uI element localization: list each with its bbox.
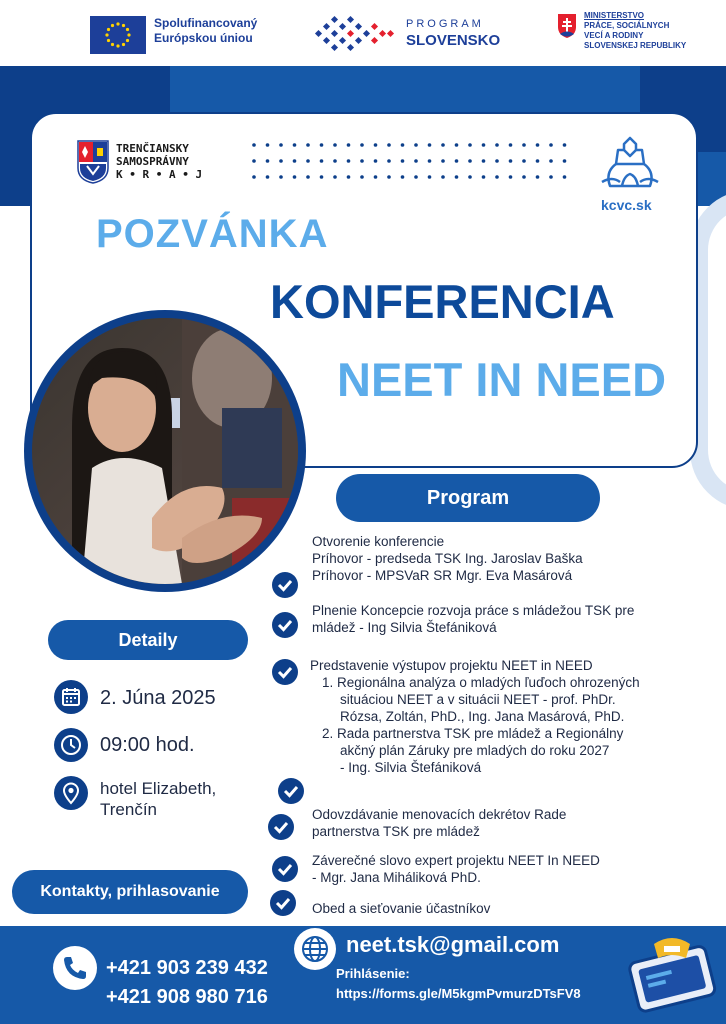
dot [360, 175, 364, 179]
program-item-1 [312, 533, 583, 584]
dot [482, 159, 486, 163]
dot [428, 175, 432, 179]
dot [468, 175, 472, 179]
kcvc-castle-icon [600, 136, 660, 194]
ministry-line-3: VECÍ A RODINY [584, 31, 644, 40]
program-label: PROGRAM [406, 18, 484, 30]
dot [266, 159, 270, 163]
dot [549, 175, 553, 179]
dot [387, 143, 391, 147]
program-item-2 [312, 602, 634, 636]
calendar-icon [54, 680, 88, 714]
dot [347, 175, 351, 179]
dot [387, 175, 391, 179]
dot [320, 159, 324, 163]
dot-grid-decoration [250, 140, 570, 184]
dot [495, 143, 499, 147]
check-icon [270, 890, 296, 916]
dot [468, 159, 472, 163]
details-header: Detaily [48, 620, 248, 660]
program-item-3-sub-2: - Ing. Silvia Štefániková [340, 760, 482, 775]
dot [360, 143, 364, 147]
eu-line-2: Európskou úniou [154, 31, 253, 45]
program-item-2-line: Plnenie Koncepcie rozvoja práce s mládežou TSK pre [312, 603, 635, 618]
invitation-title: POZVÁNKA [96, 212, 329, 256]
event-photo [24, 310, 306, 592]
dot [522, 143, 526, 147]
check-icon [278, 778, 304, 804]
program-item-3-sub-1: 1. Regionálna analýza o mladých ľuďoch ohrozených [322, 675, 640, 690]
program-item-1-line: Príhovor - predseda TSK Ing. Jaroslav Baška [312, 551, 583, 566]
dot [509, 175, 513, 179]
dot [563, 175, 567, 179]
registration-link[interactable]: https://forms.gle/M5kgmPvmurzDTsFV8 [336, 986, 581, 1001]
dot [333, 159, 337, 163]
dot [455, 175, 459, 179]
phone-numbers [106, 954, 268, 1012]
eu-flag-icon [90, 16, 146, 54]
dot [333, 175, 337, 179]
check-icon [272, 659, 298, 685]
tsk-crest-icon [77, 140, 109, 184]
tsk-line-1: TRENČIANSKY [116, 142, 189, 155]
photo-image [32, 318, 298, 584]
dot [441, 175, 445, 179]
program-item-3-sub-1: Rózsa, Zoltán, PhD., Ing. Jana Masárová, PhD. [340, 709, 625, 724]
dot [536, 159, 540, 163]
dot [279, 143, 283, 147]
check-icon [272, 612, 298, 638]
dot [252, 143, 256, 147]
phone-number-1[interactable]: +421 903 239 432 [106, 957, 268, 979]
conference-title: KONFERENCIA [270, 275, 615, 328]
program-item-3-sub-2: 2. Rada partnerstva TSK pre mládež a Regionálny [322, 726, 624, 741]
partner-logos-bar [0, 0, 726, 66]
dot [414, 159, 418, 163]
dot [441, 159, 445, 163]
dot [347, 143, 351, 147]
dot [563, 143, 567, 147]
dot [293, 159, 297, 163]
dot [333, 143, 337, 147]
check-icon [268, 814, 294, 840]
ministry-crest-icon [557, 13, 577, 39]
dot [320, 175, 324, 179]
dot [306, 159, 310, 163]
dot [414, 143, 418, 147]
dot [387, 159, 391, 163]
program-item-6: Obed a sieťovanie účastníkov [312, 901, 491, 916]
program-item-3-sub-2: akčný plán Záruky pre mladých do roku 2027 [340, 743, 610, 758]
program-item-5 [312, 852, 600, 886]
ministry-text [584, 11, 686, 51]
ministry-line-4: SLOVENSKEJ REPUBLIKY [584, 41, 687, 50]
check-icon [272, 572, 298, 598]
dot [455, 159, 459, 163]
program-slovensko-logo [312, 14, 396, 54]
dot [252, 175, 256, 179]
dot [266, 175, 270, 179]
contacts-header: Kontakty, prihlasovanie [12, 870, 248, 914]
eu-line-1: Spolufinancovaný [154, 16, 258, 30]
program-item-2-line: mládež - Ing Silvia Štefániková [312, 620, 497, 635]
program-item-3-title: Predstavenie výstupov projektu NEET in NEED [310, 658, 593, 673]
dot [401, 143, 405, 147]
program-header: Program [336, 474, 600, 522]
dot [360, 159, 364, 163]
program-item-5-line: Záverečné slovo expert projektu NEET In NEED [312, 853, 600, 868]
dot [455, 143, 459, 147]
kcvc-link: kcvc.sk [601, 197, 652, 213]
ministry-line-1: MINISTERSTVO [584, 11, 645, 20]
dot [347, 159, 351, 163]
event-date: 2. Júna 2025 [100, 687, 216, 709]
program-item-4-line: Odovzdávanie menovacích dekrétov Rade [312, 807, 567, 822]
dot [509, 143, 513, 147]
program-item-3-sub-1: situáciou NEET a v situácii NEET - prof. PhDr. [340, 692, 616, 707]
dot [536, 175, 540, 179]
dot [279, 159, 283, 163]
program-item-4-line: partnerstva TSK pre mládež [312, 824, 480, 839]
dot [428, 143, 432, 147]
dot [306, 143, 310, 147]
event-time: 09:00 hod. [100, 734, 195, 756]
dot [414, 175, 418, 179]
ministry-line-2: PRÁCE, SOCIÁLNYCH [584, 21, 670, 30]
eu-cofinanced-text [154, 16, 257, 46]
dot [509, 159, 513, 163]
check-icon [272, 856, 298, 882]
dot [293, 143, 297, 147]
event-name: NEET IN NEED [337, 353, 667, 406]
dot [401, 175, 405, 179]
event-place-line-1: hotel Elizabeth, [100, 779, 217, 798]
program-item-4 [312, 806, 566, 840]
phone-number-2[interactable]: +421 908 980 716 [106, 986, 268, 1008]
dot [549, 159, 553, 163]
program-item-1-line: Príhovor - MPSVaR SR Mgr. Eva Masárová [312, 568, 573, 583]
tsk-line-3: K • R • A • J [116, 168, 203, 181]
dot [482, 143, 486, 147]
program-item-1-line: Otvorenie konferencie [312, 534, 445, 549]
tsk-line-2: SAMOSPRÁVNY [116, 155, 189, 168]
dot [279, 175, 283, 179]
dot [320, 143, 324, 147]
dot [293, 175, 297, 179]
clock-icon [54, 728, 88, 762]
dot [549, 143, 553, 147]
dot [306, 175, 310, 179]
dot [374, 143, 378, 147]
dot [428, 159, 432, 163]
dot [252, 159, 256, 163]
dot [522, 175, 526, 179]
location-pin-icon [54, 776, 88, 810]
dot [266, 143, 270, 147]
dot [401, 159, 405, 163]
dot [374, 159, 378, 163]
dot [536, 143, 540, 147]
event-place-line-2: Trenčín [100, 800, 158, 819]
phone-icon [53, 946, 97, 990]
globe-icon [294, 928, 336, 970]
event-place [100, 778, 216, 820]
dot [482, 175, 486, 179]
tsk-logo-text [116, 142, 202, 181]
dot [468, 143, 472, 147]
dot [495, 175, 499, 179]
payment-device-icon [620, 932, 724, 1018]
dot [563, 159, 567, 163]
program-item-5-line: - Mgr. Jana Miháliková PhD. [312, 870, 481, 885]
dot [522, 159, 526, 163]
program-item-3 [312, 657, 640, 776]
slovensko-label: SLOVENSKO [406, 32, 501, 49]
dot [495, 159, 499, 163]
dot [441, 143, 445, 147]
registration-label: Prihlásenie: [336, 966, 410, 981]
dot [374, 175, 378, 179]
contact-email[interactable]: neet.tsk@gmail.com [346, 932, 560, 957]
